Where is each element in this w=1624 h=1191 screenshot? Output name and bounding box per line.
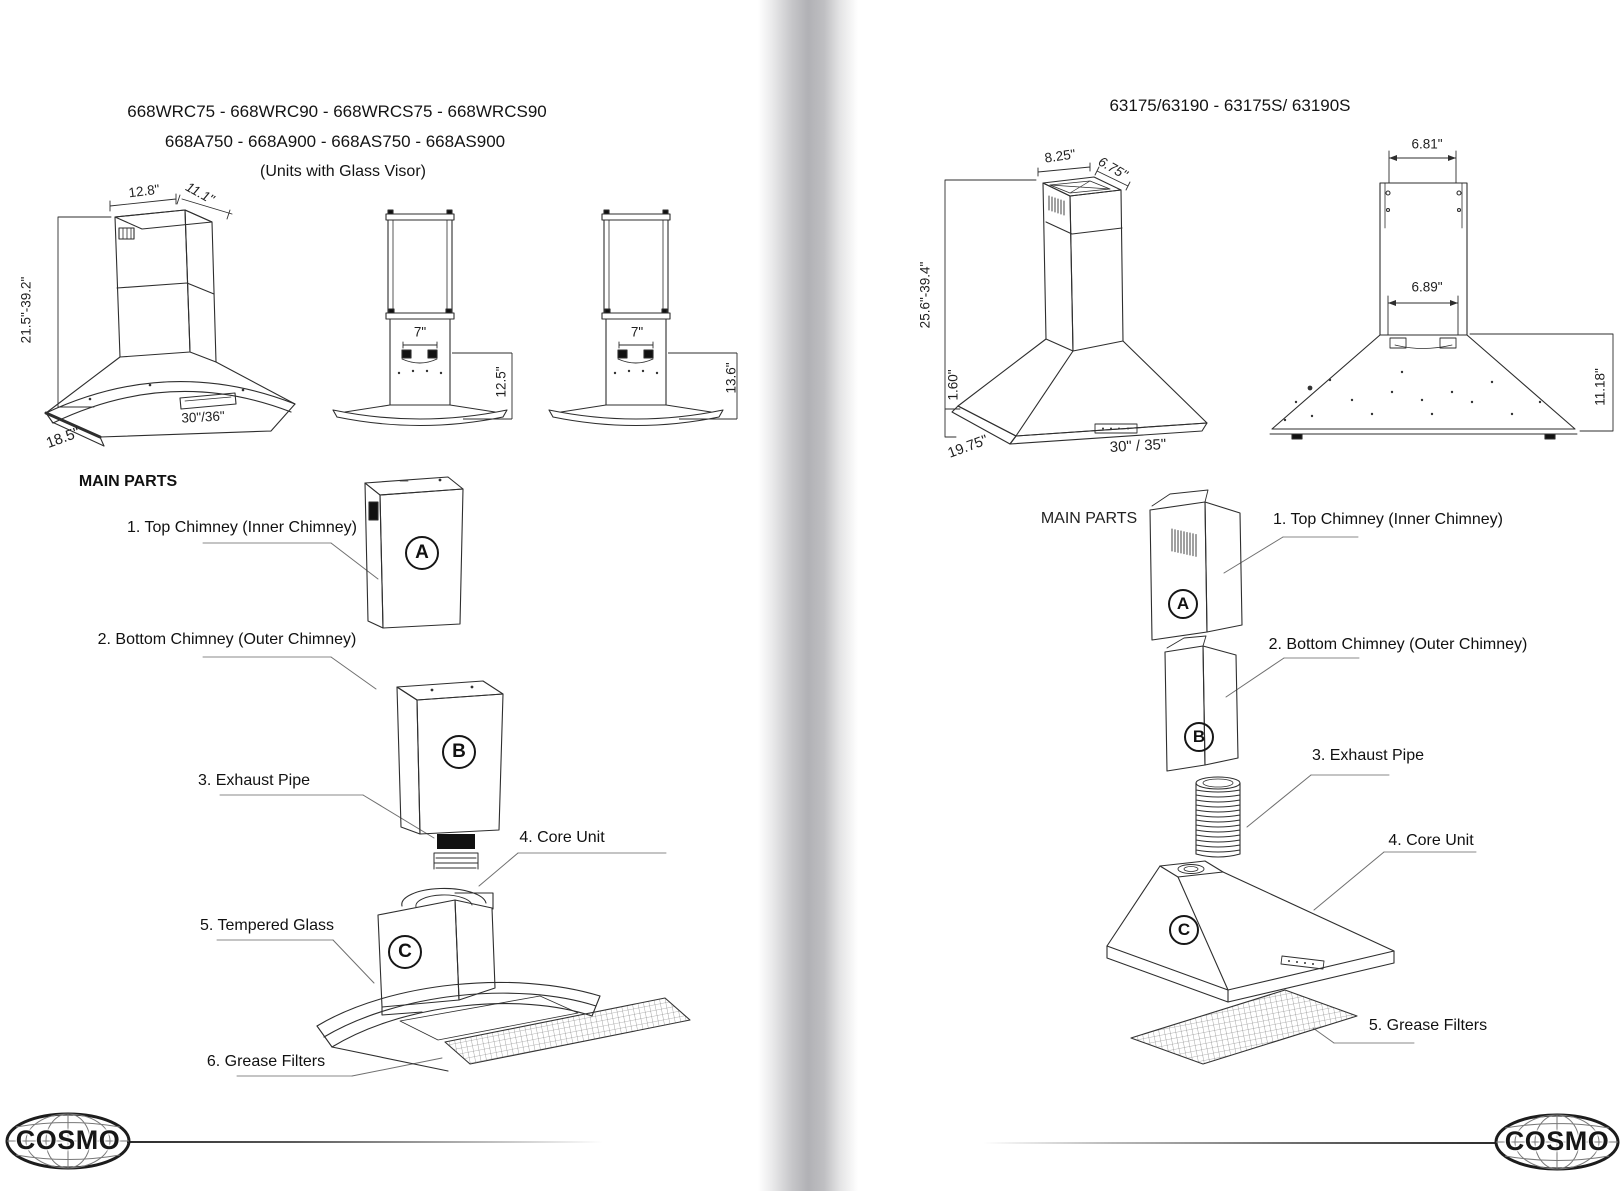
dim-label-right-bracket-width: 6.81": [1411, 136, 1443, 152]
left-page-subtitle: (Units with Glass Visor): [260, 163, 426, 180]
dim-label-left-chimney-top-depth: 11.1": [183, 179, 217, 207]
left-main-parts-heading: MAIN PARTS: [78, 473, 178, 490]
dim-label-left-duct-width-front: 7": [413, 324, 427, 340]
dim-label-right-base-trim-height: 1.60": [945, 369, 961, 401]
right-page-title-models: 63175/63190 - 63175S/ 63190S: [1109, 96, 1351, 115]
left-page-title-models-1: 668WRC75 - 668WRC90 - 668WRCS75 - 668WRCS90: [127, 102, 547, 121]
left-page-title-models-2: 668A750 - 668A900 - 668AS750 - 668AS900: [164, 132, 506, 151]
left-part-tag-b: B: [442, 735, 476, 769]
left-hood-front-drawing: [333, 210, 507, 426]
left-part-label-bottom-chimney: 2. Bottom Chimney (Outer Chimney): [97, 631, 357, 648]
right-part-label-bottom-chimney: 2. Bottom Chimney (Outer Chimney): [1268, 636, 1528, 653]
dim-label-right-mount-height-range: 25.6"-39.4": [917, 261, 933, 329]
dim-label-right-chimney-top-width: 8.25": [1043, 146, 1077, 166]
right-exploded-parts-drawing: [1107, 490, 1476, 1064]
dim-label-right-hood-depth: 19.75": [945, 432, 991, 462]
dim-label-left-chimney-top-width: 12.8": [127, 181, 161, 201]
left-hood-perspective-drawing: [46, 194, 295, 446]
left-part-tag-a: A: [405, 536, 439, 570]
dim-label-left-hood-height-front: 12.5": [493, 366, 509, 398]
cosmo-wordmark: COSMO: [1504, 1125, 1610, 1156]
left-part-label-grease-filters: 6. Grease Filters: [206, 1053, 326, 1070]
right-part-tag-b: B: [1184, 722, 1214, 752]
right-part-label-core-unit: 4. Core Unit: [1388, 832, 1474, 849]
dim-label-right-hood-width: 30" / 35": [1109, 436, 1167, 456]
right-main-parts-heading: MAIN PARTS: [1040, 510, 1138, 527]
dim-label-right-chimney-back-width: 6.89": [1411, 279, 1443, 295]
left-footer-rule: [127, 1141, 603, 1143]
dim-label-left-mount-height-range: 21.5"-39.2": [18, 276, 34, 344]
left-part-label-tempered-glass: 5. Tempered Glass: [200, 917, 334, 934]
cosmo-wordmark: COSMO: [15, 1124, 121, 1155]
dim-label-left-hood-width: 30"/36": [180, 408, 226, 426]
right-part-tag-a: A: [1168, 589, 1198, 619]
left-part-tag-c: C: [388, 935, 422, 969]
dim-label-left-duct-width-side: 7": [630, 324, 644, 340]
left-part-label-top-chimney: 1. Top Chimney (Inner Chimney): [126, 519, 358, 536]
right-part-tag-c: C: [1169, 915, 1199, 945]
cosmo-logo-right: [1492, 1112, 1622, 1172]
left-part-label-core-unit: 4. Core Unit: [519, 829, 605, 846]
dim-label-right-chimney-top-depth: 6.75": [1095, 153, 1131, 183]
right-part-label-top-chimney: 1. Top Chimney (Inner Chimney): [1272, 511, 1504, 528]
right-part-label-exhaust-pipe: 3. Exhaust Pipe: [1311, 747, 1425, 764]
dim-label-left-hood-depth: 18.5": [43, 424, 83, 452]
dim-label-right-hood-body-height: 11.18": [1592, 368, 1608, 406]
right-part-label-grease-filters: 5. Grease Filters: [1368, 1017, 1488, 1034]
left-part-label-exhaust-pipe: 3. Exhaust Pipe: [197, 772, 311, 789]
right-footer-rule: [983, 1142, 1497, 1144]
right-hood-back-drawing: [1270, 151, 1613, 439]
right-hood-perspective-drawing: [945, 163, 1207, 444]
cosmo-logo-left: [3, 1111, 133, 1171]
dim-label-left-hood-height-side: 13.6": [723, 362, 739, 394]
